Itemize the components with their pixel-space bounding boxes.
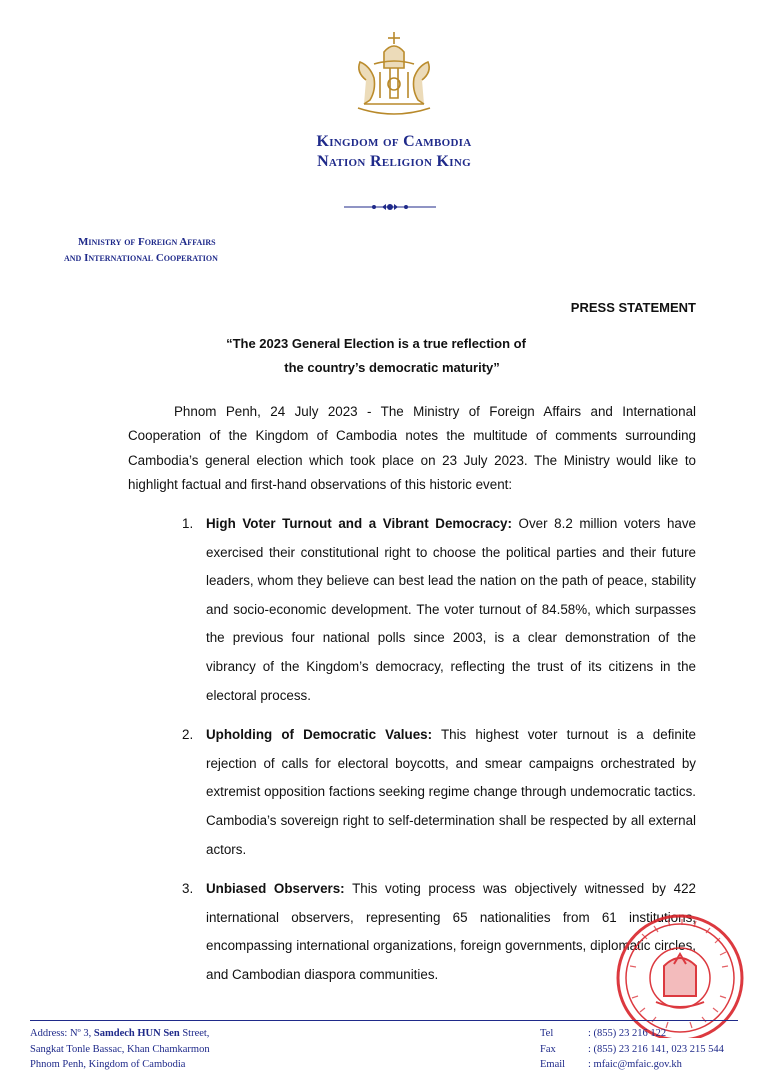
email-label: Email: [540, 1059, 566, 1070]
official-red-seal-icon: [594, 906, 758, 1038]
list-item-text: This voting process was objectively witnessed by 422 international observers, representing 65 nationalities from 61 institutions, encompassing international organizations, foreign governments, diplomatic circles, and Cambodian diaspora communities.: [206, 881, 696, 982]
list-item-number: 1.: [182, 516, 194, 531]
fax-value: : (855) 23 216 141, 023 215 544: [588, 1043, 724, 1055]
ministry-name: Ministry of Foreign Affairs: [78, 236, 216, 248]
list-item-number: 2.: [182, 727, 194, 743]
contact-tel: [540, 1026, 724, 1042]
ministry-name-line2: and International Cooperation: [64, 252, 218, 264]
fax-label: Fax: [540, 1043, 556, 1055]
divider-ornament-icon: [344, 202, 436, 212]
footer-address: [30, 1026, 210, 1073]
royal-coat-of-arms-icon: [344, 28, 444, 120]
statement-title-line1: “The 2023 General Election is a true reflection of: [226, 336, 526, 351]
list-item-heading: Unbiased Observers:: [206, 881, 345, 897]
press-statement-label: PRESS STATEMENT: [570, 300, 696, 315]
list-item: [128, 721, 696, 864]
tel-label: Tel: [540, 1028, 554, 1039]
footer-contact: [540, 1026, 724, 1073]
list-item-heading: High Voter Turnout and a Vibrant Democracy:: [206, 516, 512, 531]
tel-value: : (855) 23 216 122: [588, 1028, 667, 1039]
address-suffix: Street,: [179, 1028, 210, 1039]
kingdom-title: Kingdom of Cambodia: [316, 133, 472, 150]
address-line2: Sangkat Tonle Bassac, Khan Chamkarmon: [30, 1043, 210, 1055]
list-item: [128, 510, 696, 710]
list-item-heading: Upholding of Democratic Values:: [206, 727, 433, 743]
contact-email: [540, 1057, 724, 1073]
address-prefix: Address: Nº 3,: [30, 1028, 94, 1039]
list-item-text: Over 8.2 million voters have exercised their constitutional right to choose the political parties and their future leaders, whom they believe can best lead the nation on the path of peace, stability and socio-economic development. The voter turnout of 84.58%, which surpasses the previous four national polls since 2003, is a clear demonstration of the vibrancy of the Kingdom’s democracy, reflecting the trust of its citizens in the electoral process.: [206, 516, 696, 703]
contact-fax: [540, 1042, 724, 1058]
national-motto: Nation Religion King: [317, 153, 471, 170]
footer-divider: [30, 1020, 738, 1021]
address-street: Samdech HUN Sen: [93, 1028, 180, 1039]
address-line1: [30, 1026, 210, 1042]
list-item-number: 3.: [182, 881, 194, 897]
email-value[interactable]: : mfaic@mfaic.gov.kh: [588, 1059, 682, 1070]
address-line3: Phnom Penh, Kingdom of Cambodia: [30, 1059, 186, 1070]
intro-paragraph: Phnom Penh, 24 July 2023 - The Ministry of Foreign Affairs and International Cooperation of the Kingdom of Cambodia notes the multitude of comments surrounding Cambodia’s general election which took place on 23 July 2023. The Ministry would like to highlight factual and first-hand observations of this historic event:: [128, 404, 696, 493]
statement-title-line2: the country’s democratic maturity”: [284, 360, 500, 375]
list-item-text: This highest voter turnout is a definite rejection of calls for electoral boycotts, and smear campaigns orchestrated by extremist opposition factions seeking regime change through undemocratic tactics. Cambodia’s sovereign right to self-determination shall be respected by all external actors.: [206, 727, 696, 857]
